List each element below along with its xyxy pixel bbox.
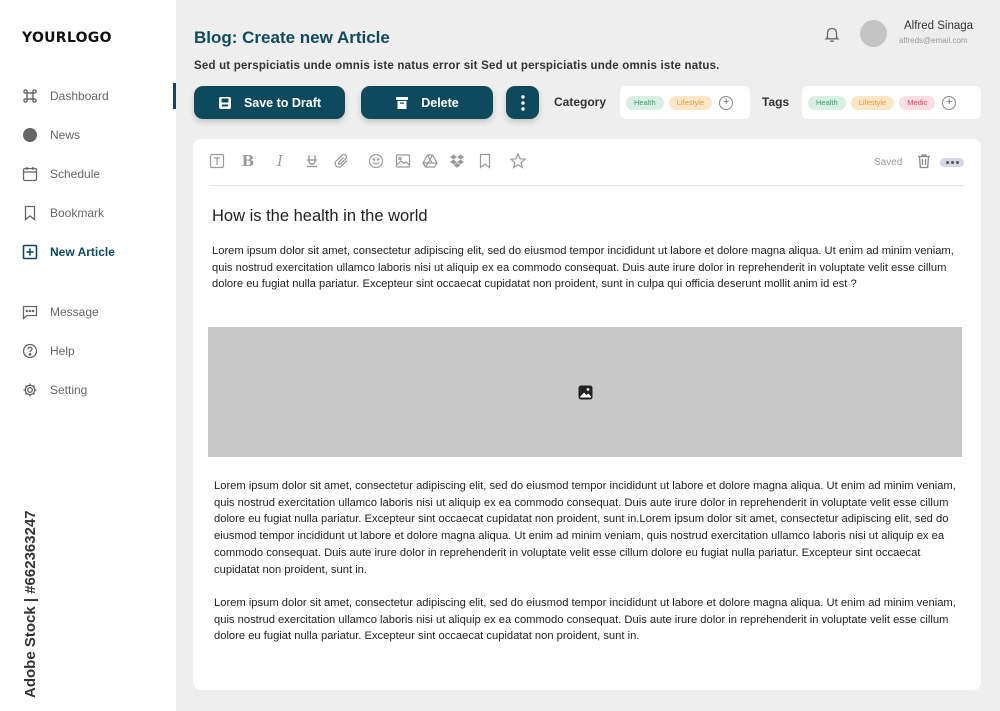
dropbox-icon[interactable] (449, 153, 465, 169)
save-status: Saved (874, 157, 903, 168)
add-tag-icon[interactable]: + (942, 96, 956, 110)
sidebar-item-help[interactable] (22, 341, 75, 361)
new-article-icon (22, 244, 38, 260)
sidebar-item-label: Help (50, 344, 75, 358)
save-to-draft-button[interactable] (194, 86, 345, 119)
sidebar-item-setting[interactable] (22, 380, 87, 400)
help-icon (22, 343, 38, 359)
category-chip-health[interactable]: Health (626, 96, 664, 110)
attachment-icon[interactable] (334, 153, 350, 169)
vertical-dots-icon (521, 95, 525, 111)
delete-label: Delete (421, 95, 459, 110)
strikethrough-icon[interactable] (304, 153, 320, 169)
more-options-button[interactable] (506, 86, 539, 119)
category-chips (620, 86, 750, 119)
sidebar-item-label: Dashboard (50, 89, 109, 103)
tag-chips (802, 86, 981, 119)
sidebar-item-label: Setting (50, 383, 88, 397)
sidebar-item-label: News (50, 128, 81, 142)
user-name: Alfred Sinaga (904, 20, 974, 32)
sidebar-item-dashboard[interactable] (22, 86, 109, 106)
avatar[interactable] (860, 20, 887, 47)
message-icon (22, 304, 38, 320)
category-label: Category (554, 95, 607, 109)
page-title: Blog: Create new Article (194, 28, 390, 47)
gear-icon (22, 382, 38, 398)
sidebar-item-label: Schedule (50, 167, 101, 181)
editor-card (193, 139, 981, 690)
active-indicator (173, 83, 176, 109)
emoji-icon[interactable] (368, 153, 384, 169)
tags-label: Tags (762, 95, 790, 109)
image-placeholder[interactable] (208, 327, 962, 457)
calendar-icon (22, 166, 38, 182)
image-icon[interactable] (395, 153, 411, 169)
sidebar-item-bookmark[interactable] (22, 203, 104, 223)
text-icon[interactable] (209, 153, 225, 169)
tag-chip-medic[interactable]: Medic (899, 96, 935, 110)
sidebar-item-new-article[interactable] (22, 242, 115, 262)
bookmark-icon (22, 205, 38, 221)
add-category-icon[interactable]: + (719, 96, 733, 110)
star-icon[interactable] (510, 153, 526, 169)
delete-button[interactable] (361, 86, 493, 119)
italic-icon[interactable]: I (277, 152, 283, 170)
trash-icon (395, 96, 409, 110)
toolbar-divider (210, 185, 964, 186)
sidebar-item-label: Message (50, 305, 99, 319)
paragraph[interactable]: Lorem ipsum dolor sit amet, consectetur adipiscing elit, sed do eiusmod tempor incididunt ut labore et dolore magna aliqua. Ut enim ad minim veniam, quis nostrud exercitation ullamco laboris nisi ut aliquip ex ea commodo consequat. Duis aute irure dolor in reprehenderit in voluptate velit esse cillum dolore eu fugiat nulla pariatur. Excepteur sint occaecat cupidatat non proident, sunt in. (214, 597, 956, 643)
tag-chip-lifestyle[interactable]: Lifestyle (851, 96, 895, 110)
save-icon (218, 96, 232, 110)
more-horizontal-icon[interactable] (940, 158, 964, 167)
sidebar-item-message[interactable] (22, 302, 99, 322)
sidebar (0, 0, 176, 711)
page-subtitle: Sed ut perspiciatis unde omnis iste natus error sit Sed ut perspiciatis unde omnis iste natus. (194, 60, 720, 72)
watermark: Adobe Stock | #662363247 (22, 510, 39, 698)
user-email: alfreds@email.com (899, 36, 968, 45)
save-to-draft-label: Save to Draft (243, 95, 322, 110)
sidebar-item-label: Bookmark (50, 206, 105, 220)
image-icon (578, 385, 593, 400)
circle-icon (22, 127, 38, 143)
logo: YOURLOGO (22, 30, 112, 46)
tag-chip-health[interactable]: Health (808, 96, 846, 110)
paragraph[interactable]: Lorem ipsum dolor sit amet, consectetur adipiscing elit, sed do eiusmod tempor incididunt ut labore et dolore magna aliqua. Ut enim ad minim veniam, quis nostrud exercitation ullamco laboris nisi ut aliquip ex ea commodo consequat. Duis aute irure dolor in reprehenderit in voluptate velit esse cillum dolore eu fugiat nulla pariatur. Excepteur sint occaecat cupidatat non proident, sunt in culpa qui officia deserunt mollit anim id est ? (212, 245, 954, 291)
drive-icon[interactable] (422, 153, 438, 169)
bold-icon[interactable]: B (241, 152, 255, 170)
sidebar-item-schedule[interactable] (22, 164, 100, 184)
bookmark-icon[interactable] (477, 153, 493, 169)
sidebar-item-label: New Article (50, 245, 115, 259)
trash-icon[interactable] (916, 153, 932, 169)
sidebar-item-news[interactable] (22, 125, 80, 145)
article-title[interactable]: How is the health in the world (212, 207, 428, 225)
category-chip-lifestyle[interactable]: Lifestyle (669, 96, 713, 110)
paragraph[interactable]: Lorem ipsum dolor sit amet, consectetur adipiscing elit, sed do eiusmod tempor incididunt ut labore et dolore magna aliqua. Ut enim ad minim veniam, quis nostrud exercitation ullamco laboris nisi ut aliquip ex ea commodo consequat. Duis aute irure dolor in reprehenderit in voluptate velit esse cillum dolore eu fugiat nulla pariatur. Excepteur sint occaecat cupidatat non proident, sunt in.Lorem ipsum dolor sit amet, consectetur adipiscing elit, sed do eiusmod tempor incididunt ut labore et dolore magna aliqua. Ut enim ad minim veniam, quis nostrud exercitation ullamco laboris nisi ut aliquip ex ea commodo consequat. Duis aute irure dolor in reprehenderit in voluptate velit esse cillum dolore eu fugiat nulla pariatur. Excepteur sint occaecat cupidatat non proident, sunt in. (214, 480, 956, 576)
bell-icon[interactable] (823, 25, 841, 43)
command-icon (22, 88, 38, 104)
